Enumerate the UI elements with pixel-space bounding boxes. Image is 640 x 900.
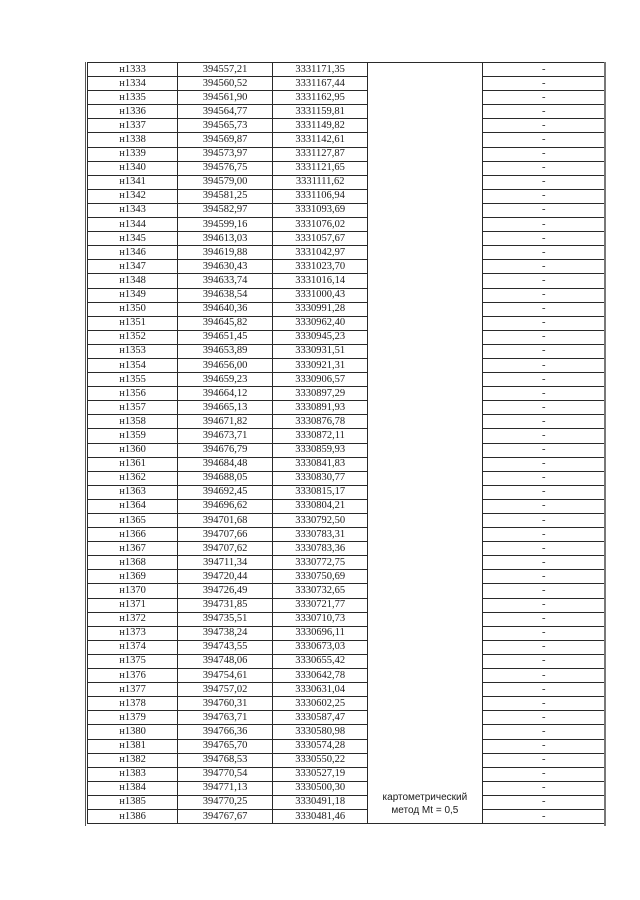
point-name-cell: н1352 bbox=[88, 330, 178, 344]
y-coordinate-cell: 3331057,67 bbox=[273, 232, 368, 246]
table-row bbox=[88, 288, 606, 302]
x-coordinate-cell: 394665,13 bbox=[178, 401, 273, 415]
table-row bbox=[88, 654, 606, 668]
table-row bbox=[88, 203, 606, 217]
point-name-cell: н1363 bbox=[88, 485, 178, 499]
table-left-edge bbox=[85, 62, 86, 826]
accuracy-cell: - bbox=[482, 683, 605, 697]
accuracy-cell: - bbox=[482, 753, 605, 767]
point-name-cell: н1354 bbox=[88, 358, 178, 372]
y-coordinate-cell: 3330945,23 bbox=[273, 330, 368, 344]
point-name-cell: н1348 bbox=[88, 274, 178, 288]
accuracy-cell: - bbox=[482, 443, 605, 457]
point-name-cell: н1377 bbox=[88, 683, 178, 697]
x-coordinate-cell: 394757,02 bbox=[178, 683, 273, 697]
y-coordinate-cell: 3330642,78 bbox=[273, 669, 368, 683]
point-name-cell: н1342 bbox=[88, 189, 178, 203]
y-coordinate-cell: 3330491,18 bbox=[273, 795, 368, 809]
table-row bbox=[88, 415, 606, 429]
accuracy-cell: - bbox=[482, 795, 605, 809]
x-coordinate-cell: 394645,82 bbox=[178, 316, 273, 330]
table-row bbox=[88, 471, 606, 485]
accuracy-cell: - bbox=[482, 133, 605, 147]
y-coordinate-cell: 3330962,40 bbox=[273, 316, 368, 330]
point-name-cell: н1339 bbox=[88, 147, 178, 161]
x-coordinate-cell: 394638,54 bbox=[178, 288, 273, 302]
point-name-cell: н1384 bbox=[88, 781, 178, 795]
table-row bbox=[88, 556, 606, 570]
x-coordinate-cell: 394573,97 bbox=[178, 147, 273, 161]
table-row bbox=[88, 626, 606, 640]
table-row bbox=[88, 598, 606, 612]
table-row bbox=[88, 485, 606, 499]
x-coordinate-cell: 394738,24 bbox=[178, 626, 273, 640]
y-coordinate-cell: 3331000,43 bbox=[273, 288, 368, 302]
point-name-cell: н1350 bbox=[88, 302, 178, 316]
point-name-cell: н1337 bbox=[88, 119, 178, 133]
y-coordinate-cell: 3331142,61 bbox=[273, 133, 368, 147]
table-row bbox=[88, 373, 606, 387]
x-coordinate-cell: 394707,62 bbox=[178, 542, 273, 556]
table-row bbox=[88, 612, 606, 626]
table-row bbox=[88, 63, 606, 77]
y-coordinate-cell: 3331106,94 bbox=[273, 189, 368, 203]
accuracy-cell: - bbox=[482, 697, 605, 711]
accuracy-cell: - bbox=[482, 415, 605, 429]
y-coordinate-cell: 3330602,25 bbox=[273, 697, 368, 711]
point-name-cell: н1351 bbox=[88, 316, 178, 330]
accuracy-cell: - bbox=[482, 556, 605, 570]
table-row bbox=[88, 697, 606, 711]
x-coordinate-cell: 394765,70 bbox=[178, 739, 273, 753]
accuracy-cell: - bbox=[482, 584, 605, 598]
accuracy-cell: - bbox=[482, 218, 605, 232]
table-row bbox=[88, 147, 606, 161]
y-coordinate-cell: 3331111,62 bbox=[273, 175, 368, 189]
table-row bbox=[88, 302, 606, 316]
y-coordinate-cell: 3330500,30 bbox=[273, 781, 368, 795]
accuracy-cell: - bbox=[482, 457, 605, 471]
point-name-cell: н1353 bbox=[88, 344, 178, 358]
x-coordinate-cell: 394561,90 bbox=[178, 91, 273, 105]
x-coordinate-cell: 394560,52 bbox=[178, 77, 273, 91]
y-coordinate-cell: 3330841,83 bbox=[273, 457, 368, 471]
x-coordinate-cell: 394633,74 bbox=[178, 274, 273, 288]
y-coordinate-cell: 3330550,22 bbox=[273, 753, 368, 767]
accuracy-cell: - bbox=[482, 485, 605, 499]
point-name-cell: н1374 bbox=[88, 640, 178, 654]
method-cell bbox=[368, 63, 482, 824]
x-coordinate-cell: 394576,75 bbox=[178, 161, 273, 175]
accuracy-cell: - bbox=[482, 499, 605, 513]
x-coordinate-cell: 394640,36 bbox=[178, 302, 273, 316]
x-coordinate-cell: 394754,61 bbox=[178, 669, 273, 683]
table-row bbox=[88, 330, 606, 344]
table-row bbox=[88, 795, 606, 809]
x-coordinate-cell: 394565,73 bbox=[178, 119, 273, 133]
x-coordinate-cell: 394671,82 bbox=[178, 415, 273, 429]
point-name-cell: н1369 bbox=[88, 570, 178, 584]
y-coordinate-cell: 3330772,75 bbox=[273, 556, 368, 570]
x-coordinate-cell: 394707,66 bbox=[178, 528, 273, 542]
accuracy-cell: - bbox=[482, 288, 605, 302]
accuracy-cell: - bbox=[482, 161, 605, 175]
accuracy-cell: - bbox=[482, 767, 605, 781]
accuracy-cell: - bbox=[482, 387, 605, 401]
table-row bbox=[88, 584, 606, 598]
point-name-cell: н1382 bbox=[88, 753, 178, 767]
point-name-cell: н1375 bbox=[88, 654, 178, 668]
y-coordinate-cell: 3330830,77 bbox=[273, 471, 368, 485]
y-coordinate-cell: 3331167,44 bbox=[273, 77, 368, 91]
accuracy-cell: - bbox=[482, 260, 605, 274]
method-name: картометрический bbox=[382, 792, 468, 804]
accuracy-cell: - bbox=[482, 542, 605, 556]
point-name-cell: н1360 bbox=[88, 443, 178, 457]
table-row bbox=[88, 161, 606, 175]
accuracy-cell: - bbox=[482, 429, 605, 443]
y-coordinate-cell: 3330587,47 bbox=[273, 711, 368, 725]
table-row bbox=[88, 570, 606, 584]
table-row bbox=[88, 683, 606, 697]
x-coordinate-cell: 394653,89 bbox=[178, 344, 273, 358]
x-coordinate-cell: 394569,87 bbox=[178, 133, 273, 147]
accuracy-cell: - bbox=[482, 640, 605, 654]
y-coordinate-cell: 3330783,36 bbox=[273, 542, 368, 556]
accuracy-cell: - bbox=[482, 471, 605, 485]
x-coordinate-cell: 394720,44 bbox=[178, 570, 273, 584]
point-name-cell: н1355 bbox=[88, 373, 178, 387]
x-coordinate-cell: 394651,45 bbox=[178, 330, 273, 344]
x-coordinate-cell: 394581,25 bbox=[178, 189, 273, 203]
x-coordinate-cell: 394599,16 bbox=[178, 218, 273, 232]
accuracy-cell: - bbox=[482, 246, 605, 260]
table-row bbox=[88, 443, 606, 457]
table-row bbox=[88, 753, 606, 767]
accuracy-cell: - bbox=[482, 711, 605, 725]
y-coordinate-cell: 3330574,28 bbox=[273, 739, 368, 753]
point-name-cell: н1338 bbox=[88, 133, 178, 147]
point-name-cell: н1366 bbox=[88, 528, 178, 542]
x-coordinate-cell: 394676,79 bbox=[178, 443, 273, 457]
x-coordinate-cell: 394613,03 bbox=[178, 232, 273, 246]
y-coordinate-cell: 3330804,21 bbox=[273, 499, 368, 513]
x-coordinate-cell: 394743,55 bbox=[178, 640, 273, 654]
table-row bbox=[88, 669, 606, 683]
x-coordinate-cell: 394768,53 bbox=[178, 753, 273, 767]
table-row bbox=[88, 499, 606, 513]
table-row bbox=[88, 175, 606, 189]
point-name-cell: н1386 bbox=[88, 809, 178, 823]
x-coordinate-cell: 394748,06 bbox=[178, 654, 273, 668]
y-coordinate-cell: 3331149,82 bbox=[273, 119, 368, 133]
accuracy-cell: - bbox=[482, 119, 605, 133]
point-name-cell: н1380 bbox=[88, 725, 178, 739]
point-name-cell: н1379 bbox=[88, 711, 178, 725]
coordinates-table-body bbox=[88, 63, 606, 824]
y-coordinate-cell: 3331076,02 bbox=[273, 218, 368, 232]
table-row bbox=[88, 246, 606, 260]
point-name-cell: н1335 bbox=[88, 91, 178, 105]
x-coordinate-cell: 394696,62 bbox=[178, 499, 273, 513]
point-name-cell: н1349 bbox=[88, 288, 178, 302]
table-row bbox=[88, 514, 606, 528]
accuracy-cell: - bbox=[482, 739, 605, 753]
y-coordinate-cell: 3330732,65 bbox=[273, 584, 368, 598]
y-coordinate-cell: 3331159,81 bbox=[273, 105, 368, 119]
y-coordinate-cell: 3330921,31 bbox=[273, 358, 368, 372]
accuracy-cell: - bbox=[482, 570, 605, 584]
point-name-cell: н1344 bbox=[88, 218, 178, 232]
point-name-cell: н1383 bbox=[88, 767, 178, 781]
accuracy-cell: - bbox=[482, 302, 605, 316]
x-coordinate-cell: 394684,48 bbox=[178, 457, 273, 471]
accuracy-cell: - bbox=[482, 232, 605, 246]
point-name-cell: н1334 bbox=[88, 77, 178, 91]
x-coordinate-cell: 394735,51 bbox=[178, 612, 273, 626]
point-name-cell: н1372 bbox=[88, 612, 178, 626]
x-coordinate-cell: 394770,25 bbox=[178, 795, 273, 809]
x-coordinate-cell: 394760,31 bbox=[178, 697, 273, 711]
table-row bbox=[88, 739, 606, 753]
point-name-cell: н1362 bbox=[88, 471, 178, 485]
accuracy-cell: - bbox=[482, 63, 605, 77]
point-name-cell: н1364 bbox=[88, 499, 178, 513]
table-row bbox=[88, 316, 606, 330]
point-name-cell: н1370 bbox=[88, 584, 178, 598]
method-accuracy: метод Mt = 0,5 bbox=[391, 805, 459, 817]
y-coordinate-cell: 3331127,87 bbox=[273, 147, 368, 161]
point-name-cell: н1376 bbox=[88, 669, 178, 683]
y-coordinate-cell: 3330931,51 bbox=[273, 344, 368, 358]
table-row bbox=[88, 457, 606, 471]
point-name-cell: н1365 bbox=[88, 514, 178, 528]
x-coordinate-cell: 394770,54 bbox=[178, 767, 273, 781]
point-name-cell: н1341 bbox=[88, 175, 178, 189]
y-coordinate-cell: 3331016,14 bbox=[273, 274, 368, 288]
x-coordinate-cell: 394688,05 bbox=[178, 471, 273, 485]
accuracy-cell: - bbox=[482, 203, 605, 217]
point-name-cell: н1385 bbox=[88, 795, 178, 809]
accuracy-cell: - bbox=[482, 401, 605, 415]
point-name-cell: н1381 bbox=[88, 739, 178, 753]
accuracy-cell: - bbox=[482, 77, 605, 91]
table-row bbox=[88, 387, 606, 401]
y-coordinate-cell: 3330815,17 bbox=[273, 485, 368, 499]
point-name-cell: н1357 bbox=[88, 401, 178, 415]
point-name-cell: н1358 bbox=[88, 415, 178, 429]
x-coordinate-cell: 394664,12 bbox=[178, 387, 273, 401]
x-coordinate-cell: 394771,13 bbox=[178, 781, 273, 795]
point-name-cell: н1368 bbox=[88, 556, 178, 570]
accuracy-cell: - bbox=[482, 725, 605, 739]
y-coordinate-cell: 3330750,69 bbox=[273, 570, 368, 584]
y-coordinate-cell: 3330792,50 bbox=[273, 514, 368, 528]
y-coordinate-cell: 3330721,77 bbox=[273, 598, 368, 612]
x-coordinate-cell: 394659,23 bbox=[178, 373, 273, 387]
accuracy-cell: - bbox=[482, 373, 605, 387]
table-row bbox=[88, 358, 606, 372]
y-coordinate-cell: 3331171,35 bbox=[273, 63, 368, 77]
x-coordinate-cell: 394656,00 bbox=[178, 358, 273, 372]
table-row bbox=[88, 119, 606, 133]
accuracy-cell: - bbox=[482, 91, 605, 105]
accuracy-cell: - bbox=[482, 781, 605, 795]
point-name-cell: н1378 bbox=[88, 697, 178, 711]
y-coordinate-cell: 3330891,93 bbox=[273, 401, 368, 415]
y-coordinate-cell: 3331121,65 bbox=[273, 161, 368, 175]
point-name-cell: н1343 bbox=[88, 203, 178, 217]
y-coordinate-cell: 3331023,70 bbox=[273, 260, 368, 274]
table-row bbox=[88, 640, 606, 654]
table-row bbox=[88, 767, 606, 781]
accuracy-cell: - bbox=[482, 105, 605, 119]
x-coordinate-cell: 394766,36 bbox=[178, 725, 273, 739]
x-coordinate-cell: 394767,67 bbox=[178, 809, 273, 823]
accuracy-cell: - bbox=[482, 809, 605, 823]
point-name-cell: н1346 bbox=[88, 246, 178, 260]
x-coordinate-cell: 394557,21 bbox=[178, 63, 273, 77]
accuracy-cell: - bbox=[482, 358, 605, 372]
table-row bbox=[88, 77, 606, 91]
coordinates-table bbox=[87, 62, 606, 824]
table-row bbox=[88, 274, 606, 288]
accuracy-cell: - bbox=[482, 654, 605, 668]
table-row bbox=[88, 344, 606, 358]
point-name-cell: н1373 bbox=[88, 626, 178, 640]
x-coordinate-cell: 394673,71 bbox=[178, 429, 273, 443]
x-coordinate-cell: 394731,85 bbox=[178, 598, 273, 612]
y-coordinate-cell: 3330906,57 bbox=[273, 373, 368, 387]
point-name-cell: н1361 bbox=[88, 457, 178, 471]
accuracy-cell: - bbox=[482, 189, 605, 203]
table-row bbox=[88, 809, 606, 823]
y-coordinate-cell: 3330859,93 bbox=[273, 443, 368, 457]
y-coordinate-cell: 3330655,42 bbox=[273, 654, 368, 668]
table-row bbox=[88, 91, 606, 105]
table-row bbox=[88, 711, 606, 725]
table-row bbox=[88, 542, 606, 556]
y-coordinate-cell: 3330783,31 bbox=[273, 528, 368, 542]
point-name-cell: н1356 bbox=[88, 387, 178, 401]
y-coordinate-cell: 3330527,19 bbox=[273, 767, 368, 781]
y-coordinate-cell: 3330897,29 bbox=[273, 387, 368, 401]
point-name-cell: н1340 bbox=[88, 161, 178, 175]
table-row bbox=[88, 232, 606, 246]
point-name-cell: н1336 bbox=[88, 105, 178, 119]
point-name-cell: н1347 bbox=[88, 260, 178, 274]
y-coordinate-cell: 3330481,46 bbox=[273, 809, 368, 823]
accuracy-cell: - bbox=[482, 669, 605, 683]
x-coordinate-cell: 394692,45 bbox=[178, 485, 273, 499]
x-coordinate-cell: 394763,71 bbox=[178, 711, 273, 725]
x-coordinate-cell: 394582,97 bbox=[178, 203, 273, 217]
y-coordinate-cell: 3330673,03 bbox=[273, 640, 368, 654]
accuracy-cell: - bbox=[482, 175, 605, 189]
x-coordinate-cell: 394726,49 bbox=[178, 584, 273, 598]
table-row bbox=[88, 528, 606, 542]
accuracy-cell: - bbox=[482, 626, 605, 640]
table-row bbox=[88, 781, 606, 795]
table-row bbox=[88, 189, 606, 203]
accuracy-cell: - bbox=[482, 514, 605, 528]
y-coordinate-cell: 3330580,98 bbox=[273, 725, 368, 739]
y-coordinate-cell: 3330696,11 bbox=[273, 626, 368, 640]
y-coordinate-cell: 3331093,69 bbox=[273, 203, 368, 217]
accuracy-cell: - bbox=[482, 147, 605, 161]
accuracy-cell: - bbox=[482, 344, 605, 358]
y-coordinate-cell: 3330872,11 bbox=[273, 429, 368, 443]
point-name-cell: н1359 bbox=[88, 429, 178, 443]
accuracy-cell: - bbox=[482, 274, 605, 288]
x-coordinate-cell: 394711,34 bbox=[178, 556, 273, 570]
table-row bbox=[88, 260, 606, 274]
y-coordinate-cell: 3330876,78 bbox=[273, 415, 368, 429]
y-coordinate-cell: 3330991,28 bbox=[273, 302, 368, 316]
accuracy-cell: - bbox=[482, 598, 605, 612]
point-name-cell: н1371 bbox=[88, 598, 178, 612]
y-coordinate-cell: 3331042,97 bbox=[273, 246, 368, 260]
table-row bbox=[88, 133, 606, 147]
x-coordinate-cell: 394564,77 bbox=[178, 105, 273, 119]
x-coordinate-cell: 394579,00 bbox=[178, 175, 273, 189]
table-row bbox=[88, 725, 606, 739]
x-coordinate-cell: 394619,88 bbox=[178, 246, 273, 260]
y-coordinate-cell: 3330631,04 bbox=[273, 683, 368, 697]
table-row bbox=[88, 105, 606, 119]
y-coordinate-cell: 3330710,73 bbox=[273, 612, 368, 626]
point-name-cell: н1333 bbox=[88, 63, 178, 77]
table-row bbox=[88, 401, 606, 415]
accuracy-cell: - bbox=[482, 330, 605, 344]
table-row bbox=[88, 429, 606, 443]
accuracy-cell: - bbox=[482, 612, 605, 626]
point-name-cell: н1345 bbox=[88, 232, 178, 246]
y-coordinate-cell: 3331162,95 bbox=[273, 91, 368, 105]
x-coordinate-cell: 394630,43 bbox=[178, 260, 273, 274]
accuracy-cell: - bbox=[482, 316, 605, 330]
table-right-edge bbox=[604, 62, 606, 826]
table-row bbox=[88, 218, 606, 232]
point-name-cell: н1367 bbox=[88, 542, 178, 556]
x-coordinate-cell: 394701,68 bbox=[178, 514, 273, 528]
accuracy-cell: - bbox=[482, 528, 605, 542]
